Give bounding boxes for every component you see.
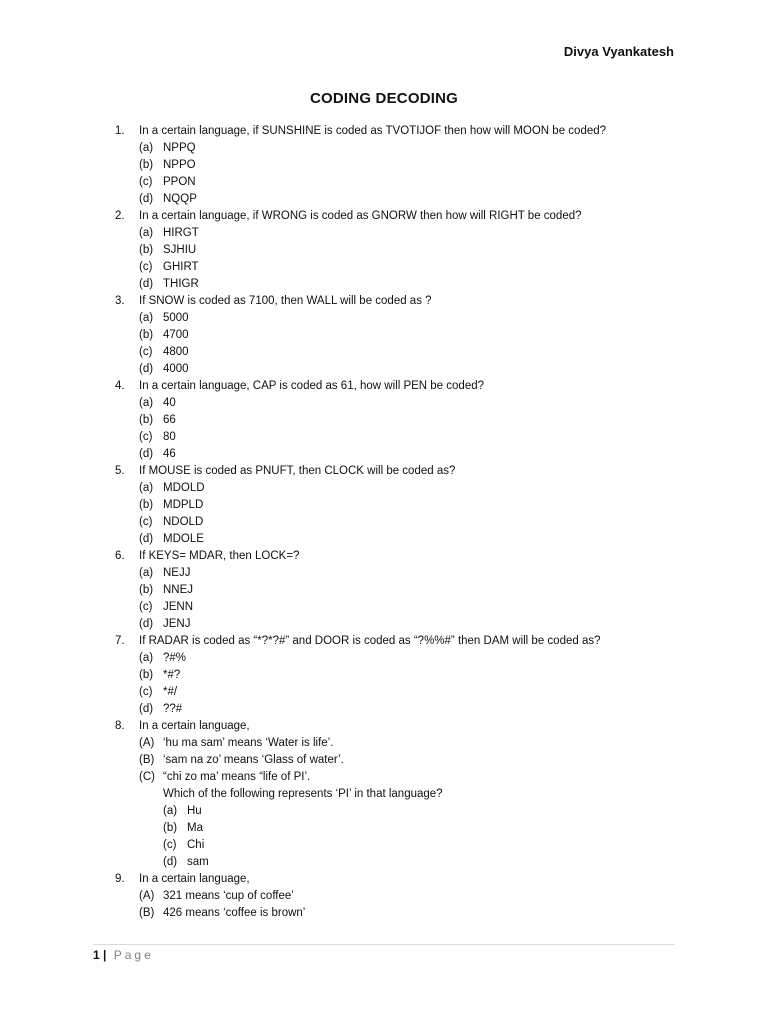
option-d: (d) MDOLE bbox=[139, 533, 204, 545]
statement-c: (C) “chi zo ma’ means “life of PI’. bbox=[139, 771, 311, 783]
question-text: If KEYS= MDAR, then LOCK=? bbox=[139, 550, 300, 562]
question-text: If MOUSE is coded as PNUFT, then CLOCK will be coded as? bbox=[139, 465, 456, 477]
option-c: (c) Chi bbox=[163, 839, 205, 851]
question-2 bbox=[115, 208, 695, 293]
option-b: (b) SJHIU bbox=[139, 244, 197, 256]
option-a: (a) NPPQ bbox=[139, 142, 196, 154]
option-b: (b) 66 bbox=[139, 414, 176, 426]
question-number: 3. bbox=[115, 295, 125, 307]
option-a: (a) NEJJ bbox=[139, 567, 191, 579]
question-text: In a certain language, bbox=[139, 873, 250, 885]
question-text: In a certain language, if SUNSHINE is coded as TVOTIJOF then how will MOON be coded? bbox=[139, 125, 607, 137]
question-text: If RADAR is coded as “*?*?#” and DOOR is coded as “?%%#” then DAM will be coded as? bbox=[139, 635, 601, 647]
page-word: Page bbox=[113, 948, 154, 962]
option-b: (b) Ma bbox=[163, 822, 203, 834]
option-c: (c) *#/ bbox=[139, 686, 178, 698]
option-b: (b) NNEJ bbox=[139, 584, 194, 596]
question-number: 9. bbox=[115, 873, 125, 885]
option-a: (a) 40 bbox=[139, 397, 176, 409]
question-5 bbox=[115, 463, 695, 548]
question-number: 1. bbox=[115, 125, 125, 137]
question-text: In a certain language, bbox=[139, 720, 250, 732]
option-d: (d) 4000 bbox=[139, 363, 189, 375]
question-number: 6. bbox=[115, 550, 125, 562]
question-1 bbox=[115, 123, 695, 208]
option-b: (b) NPPO bbox=[139, 159, 196, 171]
question-7 bbox=[115, 633, 695, 718]
option-d: (d) THIGR bbox=[139, 278, 199, 290]
page-number: 1 bbox=[93, 948, 100, 962]
footer-separator: | bbox=[103, 948, 107, 962]
author-name: Divya Vyankatesh bbox=[563, 44, 674, 59]
option-d: (d) JENJ bbox=[139, 618, 191, 630]
option-b: (b) *#? bbox=[139, 669, 181, 681]
question-3 bbox=[115, 293, 695, 378]
question-text: In a certain language, if WRONG is coded as GNORW then how will RIGHT be coded? bbox=[139, 210, 582, 222]
option-b: (b) MDPLD bbox=[139, 499, 204, 511]
option-b: (b) 4700 bbox=[139, 329, 189, 341]
question-6 bbox=[115, 548, 695, 633]
option-a: (a) ?#% bbox=[139, 652, 187, 664]
option-a: (a) 5000 bbox=[139, 312, 189, 324]
question-list bbox=[115, 123, 695, 922]
question-number: 7. bbox=[115, 635, 125, 647]
question-8 bbox=[115, 718, 695, 871]
option-a: (a) Hu bbox=[163, 805, 202, 817]
option-a: (a) HIRGT bbox=[139, 227, 199, 239]
question-text: If SNOW is coded as 7100, then WALL will be coded as ? bbox=[139, 295, 432, 307]
option-d: (d) 46 bbox=[139, 448, 176, 460]
option-c: (c) NDOLD bbox=[139, 516, 204, 528]
question-number: 4. bbox=[115, 380, 125, 392]
question-text: In a certain language, CAP is coded as 61, how will PEN be coded? bbox=[139, 380, 484, 392]
statement-a: (A) 321 means ‘cup of coffee’ bbox=[139, 890, 294, 902]
option-d: (d) NQQP bbox=[139, 193, 197, 205]
question-prompt: Which of the following represents ‘PI’ in that language? bbox=[163, 788, 443, 800]
question-4 bbox=[115, 378, 695, 463]
option-c: (c) GHIRT bbox=[139, 261, 199, 273]
document-title: CODING DECODING bbox=[309, 90, 458, 107]
page-footer bbox=[93, 948, 154, 962]
option-d: (d) sam bbox=[163, 856, 209, 868]
question-number: 8. bbox=[115, 720, 125, 732]
statement-b: (B) ‘sam na zo’ means ‘Glass of water’. bbox=[139, 754, 344, 766]
statement-a: (A) ‘hu ma sam’ means ‘Water is life’. bbox=[139, 737, 334, 749]
statement-b: (B) 426 means ‘coffee is brown’ bbox=[139, 907, 306, 919]
question-9 bbox=[115, 871, 695, 922]
option-c: (c) JENN bbox=[139, 601, 194, 613]
option-a: (a) MDOLD bbox=[139, 482, 205, 494]
option-d: (d) ??# bbox=[139, 703, 183, 715]
option-c: (c) 80 bbox=[139, 431, 176, 443]
footer-divider bbox=[93, 944, 675, 945]
option-c: (c) 4800 bbox=[139, 346, 189, 358]
question-number: 5. bbox=[115, 465, 125, 477]
option-c: (c) PPON bbox=[139, 176, 196, 188]
question-number: 2. bbox=[115, 210, 125, 222]
